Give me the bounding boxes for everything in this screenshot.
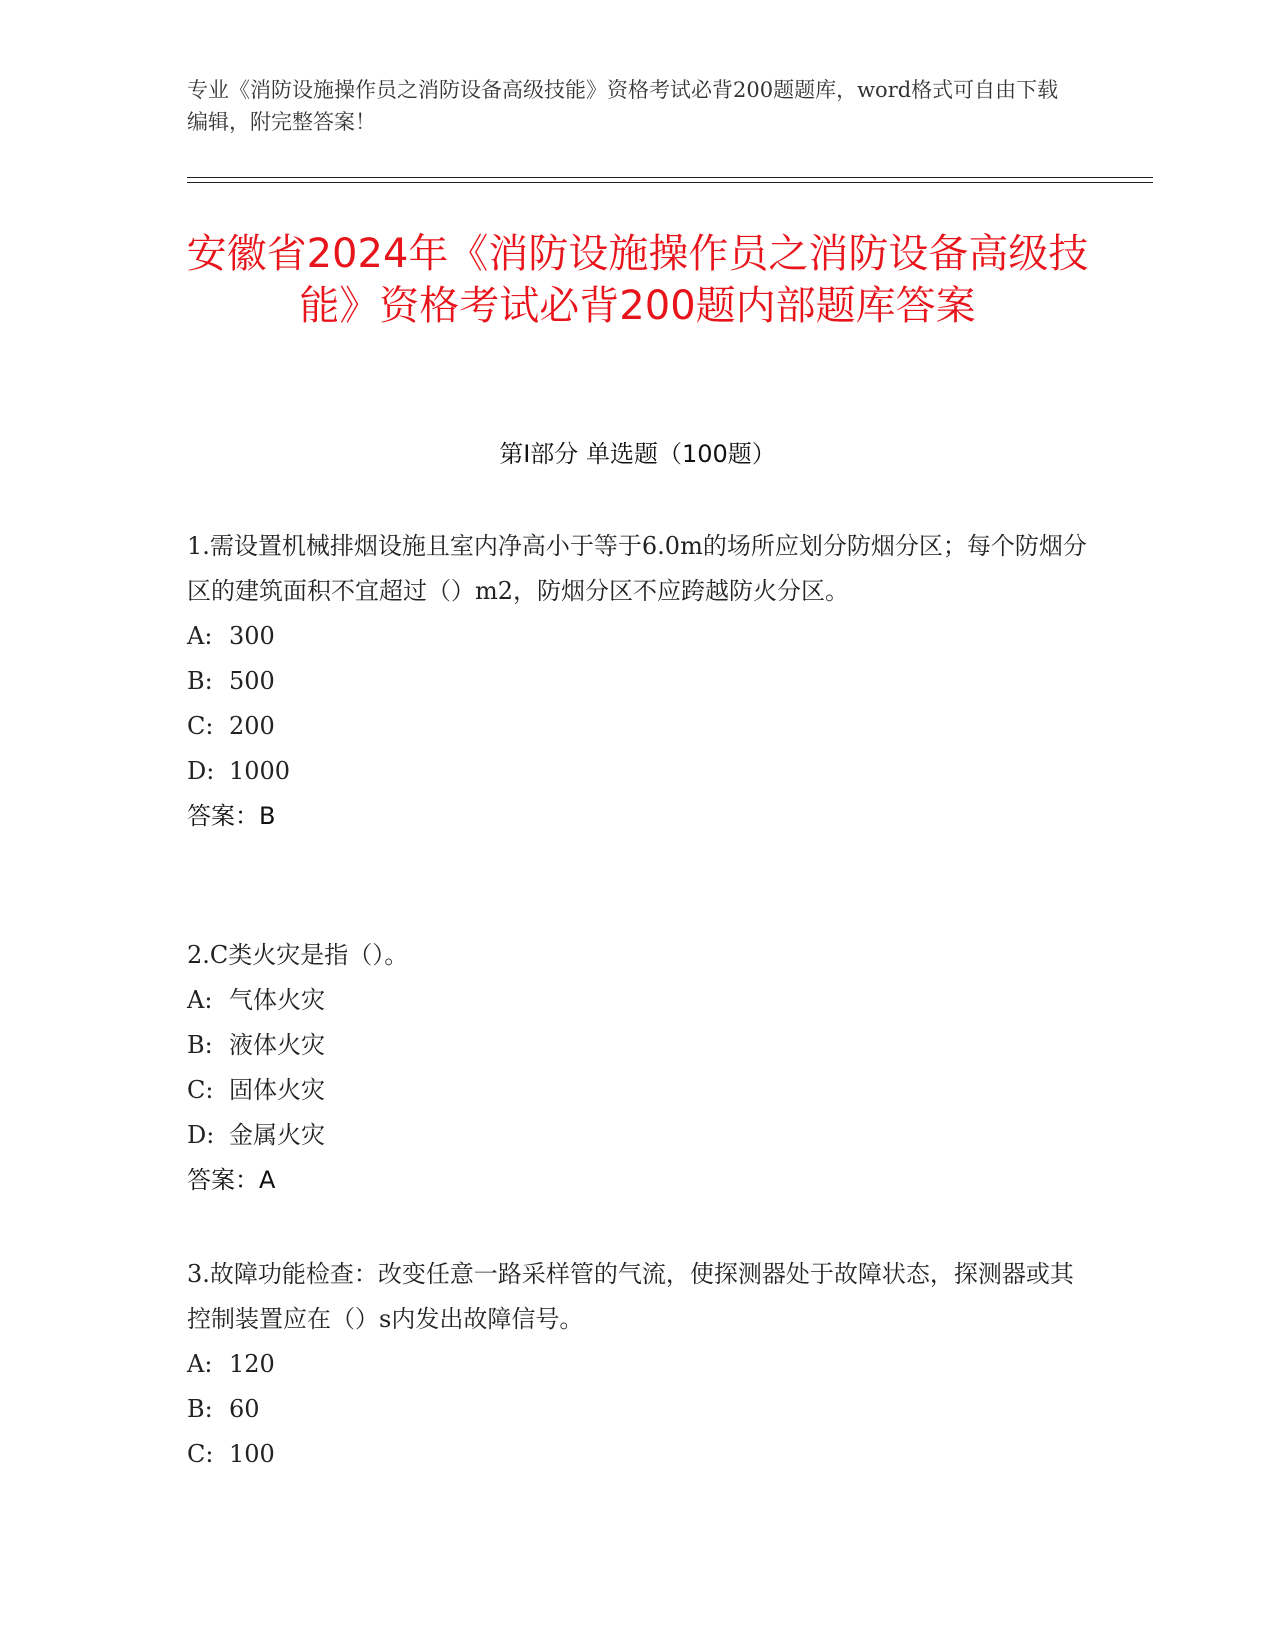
document-title: 安徽省2024年《消防设施操作员之消防设备高级技能》资格考试必背200题内部题库答案 xyxy=(186,231,1089,329)
header-note: 专业《消防设施操作员之消防设备高级技能》资格考试必背200题题库，word格式可自由下载编辑，附完整答案！ xyxy=(187,78,1059,134)
option-d xyxy=(187,749,1087,794)
option-label: B: xyxy=(187,1031,213,1059)
option-label: A: xyxy=(187,986,213,1014)
option-text: 1000 xyxy=(229,757,291,785)
answer-line: 答案：B xyxy=(187,802,276,830)
option-label: B: xyxy=(187,667,213,695)
question-2 xyxy=(187,933,1087,1203)
question-3 xyxy=(187,1252,1087,1477)
option-label: A: xyxy=(187,622,213,650)
option-label: A: xyxy=(187,1350,213,1378)
option-b xyxy=(187,659,1087,704)
header-divider-bottom xyxy=(187,182,1153,183)
option-text: 固体火灾 xyxy=(229,1076,325,1104)
option-label: B: xyxy=(187,1395,213,1423)
question-1 xyxy=(187,524,1087,839)
option-label: D: xyxy=(187,757,215,785)
option-c xyxy=(187,1068,1087,1113)
option-text: 100 xyxy=(229,1440,275,1468)
option-a xyxy=(187,1342,1087,1387)
option-label: D: xyxy=(187,1121,215,1149)
section-heading: 第I部分 单选题（100题） xyxy=(499,440,776,468)
option-b xyxy=(187,1387,1087,1432)
option-c xyxy=(187,1432,1087,1477)
option-a xyxy=(187,614,1087,659)
option-text: 500 xyxy=(229,667,275,695)
header-divider-top xyxy=(187,177,1153,178)
option-text: 金属火灾 xyxy=(229,1121,325,1149)
option-text: 200 xyxy=(229,712,275,740)
question-text: 1.需设置机械排烟设施且室内净高小于等于6.0m的场所应划分防烟分区；每个防烟分区的建筑面积不宜超过（）m2，防烟分区不应跨越防火分区。 xyxy=(187,532,1087,605)
option-text: 120 xyxy=(229,1350,275,1378)
option-label: C: xyxy=(187,1076,214,1104)
option-label: C: xyxy=(187,1440,214,1468)
option-a xyxy=(187,978,1087,1023)
option-text: 60 xyxy=(229,1395,260,1423)
question-text: 3.故障功能检查：改变任意一路采样管的气流，使探测器处于故障状态，探测器或其控制装置应在（）s内发出故障信号。 xyxy=(187,1260,1074,1333)
answer-line: 答案：A xyxy=(187,1166,276,1194)
option-c xyxy=(187,704,1087,749)
option-text: 液体火灾 xyxy=(229,1031,325,1059)
option-b xyxy=(187,1023,1087,1068)
option-text: 气体火灾 xyxy=(229,986,325,1014)
question-text: 2.C类火灾是指（）。 xyxy=(187,941,409,969)
option-label: C: xyxy=(187,712,214,740)
option-d xyxy=(187,1113,1087,1158)
option-text: 300 xyxy=(229,622,275,650)
